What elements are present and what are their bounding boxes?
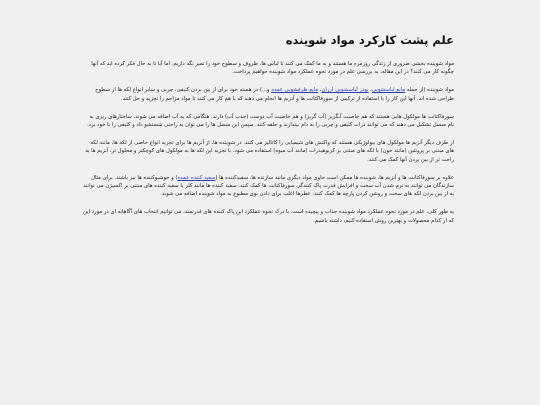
paragraph-text: مواد شوینده بخشی ضروری از زندگی روزمره ما هستند و به ما کمک می کنند تا لباس ها، ظروف و سطوح خود را تمیز نگه داریم. اما آیا تا به حال فکر کرده اید که آنها چگونه کار می کنند؟ در این مقاله، به بررسی علم در مورد نحوه عملکرد مواد شوینده خواهیم پرداخت. <box>91 61 454 76</box>
article <box>82 30 454 235</box>
paragraph <box>82 60 454 76</box>
paragraph-text: از طرف دیگر آنزیم ها مولکول های بیولوژیکی هستند که واکنش های شیمیایی را کاتالیز می کنند. در شوینده ها، از آنزیم ها برای تجزیه انواع خاصی از لکه ها، مانند لکه های مبتنی بر پروتئین (مانند خون) یا لکه های مبتنی بر کربوهیدرات (مانند آب میوه) استفاده می شود. با تجزیه این لکه ها به مولکول های کوچکتر و محلول تر، آنزیم ها به راحت تر از بین بردن آنها کمک می کنند. <box>85 140 454 163</box>
paragraph <box>82 86 454 102</box>
paragraph-text: و...) در هسته خود برای از بین بردن کثیفی، چربی و سایر انواع لکه ها از سطوح طراحی شده اند. آنها این کار را با استفاده از ترکیبی از سورفاکتانت ها و آنزیم ها انجام می دهند که با هم کار می کنند تا مواد مزاحم را تجزیه و حل کنند. <box>95 87 454 102</box>
product-link[interactable]: پودر لباسشویی ارزان <box>321 87 369 94</box>
paragraph <box>82 139 454 164</box>
product-link[interactable]: سفید کننده عمده <box>177 174 216 181</box>
paragraph-text: علاوه بر سورفاکتانت ها و آنزیم ها، شوینده ها ممکن است حاوی مواد دیگری مانند سازنده ها، سفیدکننده ها ( <box>215 174 454 181</box>
paragraph-text: ، <box>368 87 372 94</box>
paragraph <box>82 208 454 224</box>
paragraph-text: به طور کلی، علم در مورد نحوه عملکرد مواد شوینده جذاب و پیچیده است. با درک نحوه عملکرد این پاک کننده های قدرتمند، می توانیم انتخاب های آگاهانه ای در مورد این که از کدام محصولات و بهترین روش استفاده کنیم، داشته باشیم. <box>82 209 454 224</box>
paragraph <box>82 113 454 129</box>
paragraph <box>82 174 454 199</box>
paragraph-text: ، <box>318 87 322 94</box>
article-title: علم پشت کارکرد مواد شوینده <box>285 33 454 47</box>
paragraph-text: سورفاکتانت ها مولکول هایی هستند که هم خاصیت آبگریز (آب گریز) و هم خاصیت آب دوست (جذب آب) دارند. هنگامی که به آب اضافه می شوند، ساختارهای ریزی به نام میسل تشکیل می دهند که می توانند ذرات کثیفی و چربی را به دام بیندازند و حلقه کنند. سپس این میسل ها را می توان به راحتی شستشو داد و کثیفی را با خود برد. <box>87 113 454 129</box>
paragraph-text: مواد شوینده (از جمله <box>405 87 454 94</box>
paragraph-text: ) و خوشبوکننده ها نیز باشند. برای مثال سازندگان می توانند به نرم شدن آب سخت و افزایش قدرت پاک کنندگی سورفاکتانت ها کمک کنند. سفید کننده ها مانند کلر یا سفید کننده های مبتنی بر اکسیژن می توانند به از بین بردن لکه های سخت و روشن کردن پارچه ها کمک کنند. عطرها اغلب برای دادن بوی مطبوع به مواد شوینده اضافه می شوند. <box>83 174 454 198</box>
product-link[interactable]: مایع ظرفشویی عمده <box>271 87 319 94</box>
product-link[interactable]: مایع لباسشویی <box>371 87 406 94</box>
